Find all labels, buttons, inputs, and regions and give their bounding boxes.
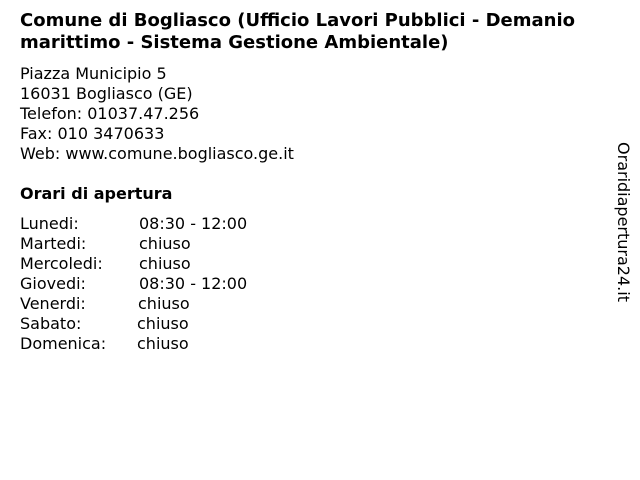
time-value: 08:30 - 12:00 <box>139 274 248 293</box>
time-value: chiuso <box>138 294 190 313</box>
time-value: chiuso <box>137 314 189 333</box>
watermark-text: Oraridiapertura24.it <box>614 142 633 302</box>
site-watermark <box>610 134 636 310</box>
website: Web: www.comune.bogliasco.ge.it <box>20 144 294 163</box>
day-label: Mercoledi: <box>20 254 103 273</box>
time-value: chiuso <box>139 234 191 253</box>
page-title: Comune di Bogliasco (Ufficio Lavori Pubblici - Demanio marittimo - Sistema Gestione Ambientale) <box>20 10 576 53</box>
day-label: Domenica: <box>20 334 107 353</box>
city-address: 16031 Bogliasco (GE) <box>20 84 193 103</box>
time-value: 08:30 - 12:00 <box>139 214 248 233</box>
day-label: Lunedi: <box>20 214 79 233</box>
phone-number: Telefon: 01037.47.256 <box>20 104 200 123</box>
time-value: chiuso <box>137 334 189 353</box>
opening-hours-heading: Orari di apertura <box>20 184 173 203</box>
street-address: Piazza Municipio 5 <box>20 64 167 83</box>
address-block <box>20 64 294 164</box>
day-label: Giovedi: <box>20 274 86 293</box>
time-value: chiuso <box>139 254 191 273</box>
fax-number: Fax: 010 3470633 <box>20 124 165 143</box>
day-label: Martedi: <box>20 234 87 253</box>
day-label: Venerdi: <box>20 294 86 313</box>
day-label: Sabato: <box>20 314 82 333</box>
